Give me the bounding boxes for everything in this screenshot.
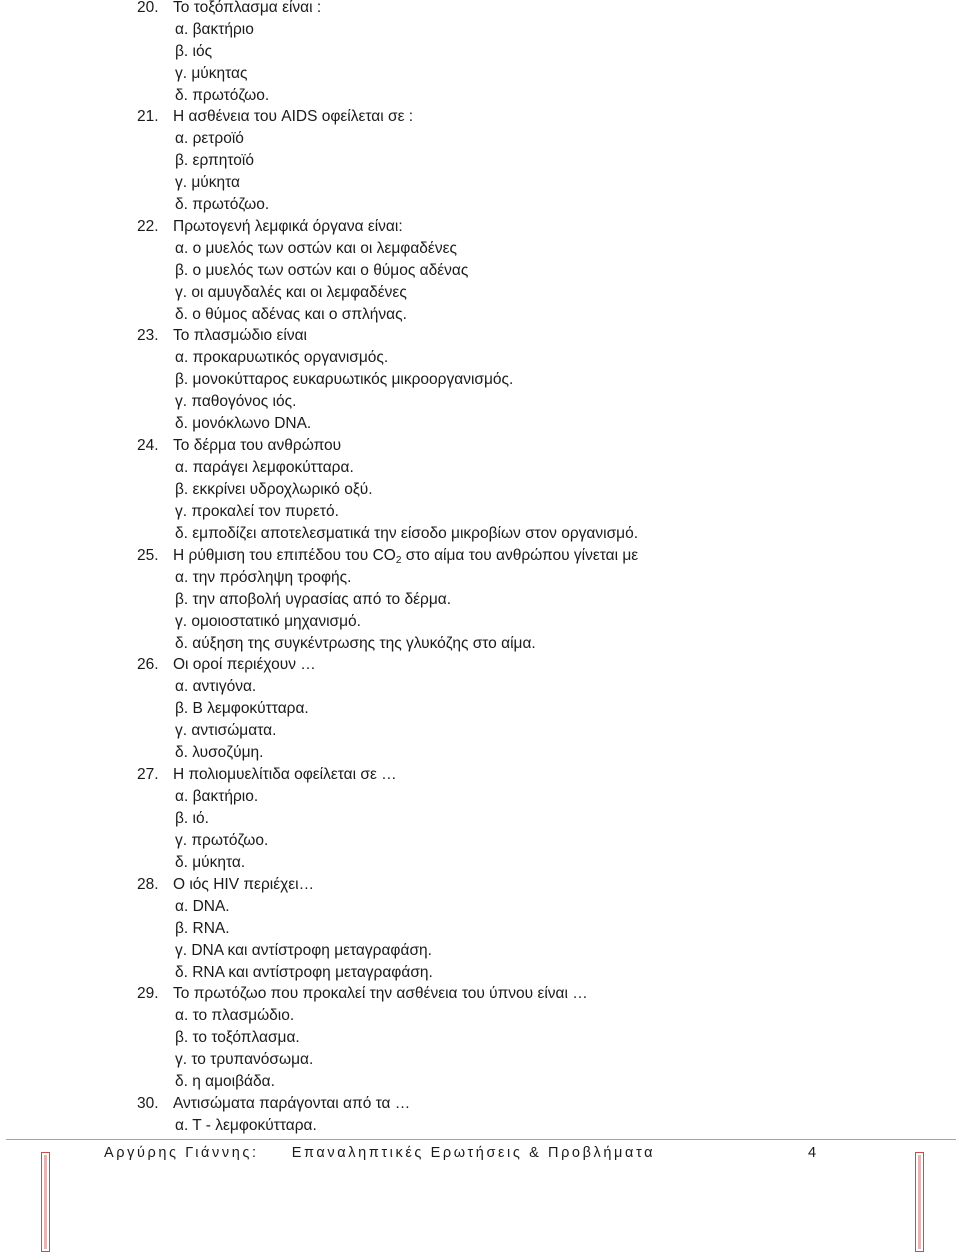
question-30 <box>0 1093 960 1137</box>
answer-option: β. Β λεμφοκύτταρα. <box>175 699 309 717</box>
question-number: 20. <box>137 0 159 16</box>
question-23 <box>0 325 960 434</box>
answer-option: δ. ο θύμος αδένας και ο σπλήνας. <box>175 305 407 323</box>
question-25 <box>0 545 960 654</box>
question-21 <box>0 106 960 215</box>
question-text-part: Η ρύθμιση του επιπέδου του CO <box>173 547 396 564</box>
decorative-bar-left <box>41 1152 50 1252</box>
answer-option: β. ο μυελός των οστών και ο θύμος αδένας <box>175 261 469 279</box>
answer-option: β. εκκρίνει υδροχλωρικό οξύ. <box>175 480 373 498</box>
answer-option: δ. μύκητα. <box>175 853 246 871</box>
decorative-bar-right <box>915 1152 924 1252</box>
question-24 <box>0 435 960 544</box>
answer-option: δ. πρωτόζωο. <box>175 195 270 213</box>
question-text: Το τοξόπλασμα είναι : <box>173 0 322 16</box>
answer-option: α. Τ - λεμφοκύτταρα. <box>175 1116 317 1134</box>
answer-option: γ. DNA και αντίστροφη μεταγραφάση. <box>175 941 432 959</box>
question-number: 25. <box>137 547 159 564</box>
question-number: 28. <box>137 876 159 893</box>
question-number: 24. <box>137 437 159 454</box>
answer-option: β. ερπητοϊό <box>175 151 254 169</box>
answer-option: γ. μύκητας <box>175 64 248 82</box>
footer-title <box>104 1143 655 1163</box>
answer-option: γ. πρωτόζωο. <box>175 831 269 849</box>
answer-option: γ. μύκητα <box>175 173 241 191</box>
answer-option: δ. μονόκλωνο DNA. <box>175 414 312 432</box>
question-28 <box>0 874 960 983</box>
question-text: Το δέρμα του ανθρώπου <box>173 437 342 454</box>
answer-option: β. ιό. <box>175 809 209 827</box>
answer-option: β. ιός <box>175 42 213 60</box>
answer-option: α. αντιγόνα. <box>175 677 257 695</box>
question-text <box>173 545 638 567</box>
question-number: 23. <box>137 327 159 344</box>
question-27 <box>0 764 960 873</box>
footer-divider <box>6 1139 956 1140</box>
question-text-part: στο αίμα του ανθρώπου γίνεται με <box>401 547 639 564</box>
footer-document-title: Επαναληπτικές Ερωτήσεις & Προβλήματα <box>291 1145 656 1161</box>
answer-option: α. DNA. <box>175 897 230 915</box>
footer-author: Αργύρης Γιάννης: <box>104 1145 259 1161</box>
answer-option: γ. οι αμυγδαλές και οι λεμφαδένες <box>175 283 407 301</box>
answer-option: δ. RNA και αντίστροφη μεταγραφάση. <box>175 963 433 981</box>
question-number: 30. <box>137 1095 159 1112</box>
answer-option: α. παράγει λεμφοκύτταρα. <box>175 458 354 476</box>
question-text: Ο ιός HIV περιέχει… <box>173 876 315 893</box>
answer-option: δ. λυσοζύμη. <box>175 743 264 761</box>
answer-option: α. βακτήριο. <box>175 787 259 805</box>
answer-option: γ. προκαλεί τον πυρετό. <box>175 502 339 520</box>
question-text: Το πρωτόζωο που προκαλεί την ασθένεια του ύπνου είναι … <box>173 985 588 1002</box>
question-number: 26. <box>137 656 159 673</box>
answer-option: γ. το τρυπανόσωμα. <box>175 1050 314 1068</box>
question-text: Το πλασμώδιο είναι <box>173 327 307 344</box>
answer-option: α. προκαρυωτικός οργανισμός. <box>175 348 389 366</box>
question-29 <box>0 983 960 1092</box>
answer-option: α. το πλασμώδιο. <box>175 1006 295 1024</box>
answer-option: γ. αντισώματα. <box>175 721 277 739</box>
answer-option: β. RNA. <box>175 919 230 937</box>
subscript-text: 2 <box>395 555 402 566</box>
answer-option: γ. παθογόνος ιός. <box>175 392 297 410</box>
answer-option: β. μονοκύτταρος ευκαρυωτικός μικροοργανισμός. <box>175 370 514 388</box>
question-26 <box>0 654 960 763</box>
answer-option: α. ρετροϊό <box>175 129 244 147</box>
question-number: 21. <box>137 108 159 125</box>
answer-option: γ. ομοιοστατικό μηχανισμό. <box>175 612 361 630</box>
page-number: 4 <box>808 1145 817 1161</box>
question-text: Η πολιομυελίτιδα οφείλεται σε … <box>173 766 397 783</box>
question-text: Οι οροί περιέχουν … <box>173 656 316 673</box>
question-number: 27. <box>137 766 159 783</box>
answer-option: δ. η αμοιβάδα. <box>175 1072 275 1090</box>
answer-option: α. βακτήριο <box>175 20 254 38</box>
answer-option: α. την πρόσληψη τροφής. <box>175 568 352 586</box>
answer-option: δ. πρωτόζωο. <box>175 86 270 104</box>
question-text: Αντισώματα παράγονται από τα … <box>173 1095 411 1112</box>
question-22 <box>0 216 960 325</box>
answer-option: δ. αύξηση της συγκέντρωσης της γλυκόζης στο αίμα. <box>175 634 536 652</box>
answer-option: δ. εμποδίζει αποτελεσματικά την είσοδο μικροβίων στον οργανισμό. <box>175 524 639 542</box>
question-20 <box>0 0 960 106</box>
question-text: Πρωτογενή λεμφικά όργανα είναι: <box>173 218 403 235</box>
question-number: 29. <box>137 985 159 1002</box>
answer-option: β. το τοξόπλασμα. <box>175 1028 300 1046</box>
question-text: Η ασθένεια του AIDS οφείλεται σε : <box>173 108 414 125</box>
answer-option: α. ο μυελός των οστών και οι λεμφαδένες <box>175 239 457 257</box>
question-number: 22. <box>137 218 159 235</box>
answer-option: β. την αποβολή υγρασίας από το δέρμα. <box>175 590 452 608</box>
